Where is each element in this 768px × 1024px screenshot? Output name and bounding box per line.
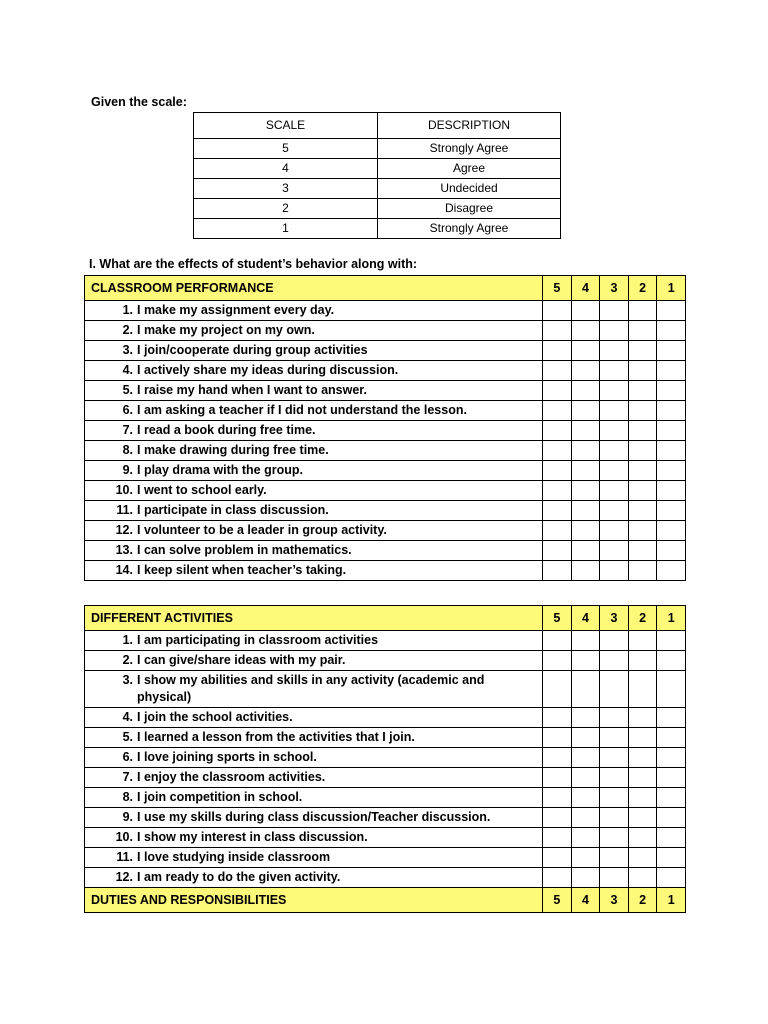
scale-column-header: 4	[571, 276, 600, 301]
survey-item-row	[85, 808, 686, 828]
rating-cell[interactable]	[543, 401, 572, 421]
item-number: 13.	[115, 543, 133, 557]
item-number: 7.	[122, 770, 133, 784]
rating-cell[interactable]	[657, 341, 686, 361]
rating-cell[interactable]	[628, 341, 657, 361]
item-text: I join/cooperate during group activities	[137, 343, 368, 357]
rating-cell[interactable]	[543, 848, 572, 868]
item-text: I join the school activities.	[137, 710, 293, 724]
rating-cell[interactable]	[657, 521, 686, 541]
survey-item-row	[85, 361, 686, 381]
item-number: 1.	[122, 633, 133, 647]
rating-cell[interactable]	[628, 461, 657, 481]
survey-item	[85, 671, 543, 708]
survey-item	[85, 461, 543, 481]
rating-cell[interactable]	[543, 341, 572, 361]
survey-item	[85, 381, 543, 401]
item-number: 6.	[122, 750, 133, 764]
intro-text: Given the scale:	[91, 95, 187, 109]
survey-item-row	[85, 828, 686, 848]
rating-cell[interactable]	[628, 561, 657, 581]
rating-cell[interactable]	[600, 788, 629, 808]
rating-cell[interactable]	[657, 848, 686, 868]
item-text: I join competition in school.	[137, 790, 303, 804]
rating-cell[interactable]	[571, 768, 600, 788]
rating-cell[interactable]	[543, 421, 572, 441]
rating-cell[interactable]	[571, 401, 600, 421]
rating-cell[interactable]	[628, 481, 657, 501]
survey-item	[85, 301, 543, 321]
rating-cell[interactable]	[600, 421, 629, 441]
rating-cell[interactable]	[628, 301, 657, 321]
rating-cell[interactable]	[571, 341, 600, 361]
rating-cell[interactable]	[657, 541, 686, 561]
rating-cell[interactable]	[543, 301, 572, 321]
item-number: 10.	[115, 830, 133, 844]
survey-item	[85, 768, 543, 788]
rating-cell[interactable]	[600, 301, 629, 321]
rating-cell[interactable]	[571, 788, 600, 808]
rating-cell[interactable]	[543, 728, 572, 748]
scale-column-header: 5	[543, 888, 572, 913]
rating-cell[interactable]	[628, 381, 657, 401]
rating-cell[interactable]	[600, 321, 629, 341]
item-text: I keep silent when teacher’s taking.	[137, 563, 347, 577]
section-question: I. What are the effects of student’s behavior along with:	[89, 257, 418, 271]
rating-cell[interactable]	[571, 561, 600, 581]
rating-cell[interactable]	[628, 848, 657, 868]
rating-cell[interactable]	[600, 461, 629, 481]
scale-value: 4	[194, 159, 378, 179]
item-text: I am asking a teacher if I did not understand the lesson.	[137, 403, 467, 417]
survey-item-row	[85, 401, 686, 421]
rating-cell[interactable]	[543, 521, 572, 541]
rating-cell[interactable]	[571, 671, 600, 708]
rating-cell[interactable]	[657, 561, 686, 581]
classroom-performance-table	[84, 275, 686, 581]
rating-cell[interactable]	[628, 361, 657, 381]
rating-cell[interactable]	[543, 541, 572, 561]
rating-cell[interactable]	[600, 401, 629, 421]
rating-cell[interactable]	[600, 341, 629, 361]
rating-cell[interactable]	[657, 768, 686, 788]
rating-cell[interactable]	[657, 401, 686, 421]
rating-cell[interactable]	[600, 808, 629, 828]
survey-item-row	[85, 441, 686, 461]
rating-cell[interactable]	[543, 481, 572, 501]
scale-column-header: 5	[543, 276, 572, 301]
rating-cell[interactable]	[628, 671, 657, 708]
rating-cell[interactable]	[628, 541, 657, 561]
item-number: 3.	[122, 343, 133, 357]
item-number: 8.	[122, 790, 133, 804]
rating-cell[interactable]	[571, 868, 600, 888]
scale-row	[194, 199, 561, 219]
scale-column-header: 2	[628, 888, 657, 913]
different-activities-title: DIFFERENT ACTIVITIES	[85, 606, 543, 631]
rating-cell[interactable]	[543, 828, 572, 848]
survey-item	[85, 501, 543, 521]
rating-cell[interactable]	[571, 301, 600, 321]
survey-item-row	[85, 748, 686, 768]
rating-cell[interactable]	[571, 481, 600, 501]
scale-row	[194, 179, 561, 199]
scale-row	[194, 139, 561, 159]
survey-item	[85, 788, 543, 808]
survey-item-row	[85, 868, 686, 888]
rating-cell[interactable]	[543, 788, 572, 808]
scale-column-header: 4	[571, 606, 600, 631]
rating-cell[interactable]	[628, 501, 657, 521]
rating-cell[interactable]	[600, 728, 629, 748]
rating-cell[interactable]	[571, 631, 600, 651]
classroom-performance-title: CLASSROOM PERFORMANCE	[85, 276, 543, 301]
scale-column-header: 2	[628, 276, 657, 301]
rating-cell[interactable]	[600, 541, 629, 561]
item-text: I make drawing during free time.	[137, 443, 329, 457]
survey-item	[85, 521, 543, 541]
item-text: I can give/share ideas with my pair.	[137, 653, 346, 667]
rating-cell[interactable]	[600, 848, 629, 868]
survey-item-row	[85, 341, 686, 361]
rating-cell[interactable]	[600, 441, 629, 461]
rating-cell[interactable]	[571, 541, 600, 561]
item-number: 4.	[122, 710, 133, 724]
survey-item	[85, 728, 543, 748]
rating-cell[interactable]	[600, 828, 629, 848]
rating-cell[interactable]	[543, 631, 572, 651]
item-number: 12.	[115, 523, 133, 537]
rating-cell[interactable]	[657, 461, 686, 481]
rating-cell[interactable]	[600, 868, 629, 888]
rating-cell[interactable]	[571, 808, 600, 828]
survey-item	[85, 561, 543, 581]
scale-table	[193, 112, 561, 239]
rating-cell[interactable]	[628, 321, 657, 341]
rating-cell[interactable]	[628, 441, 657, 461]
rating-cell[interactable]	[571, 381, 600, 401]
survey-item	[85, 541, 543, 561]
rating-cell[interactable]	[628, 868, 657, 888]
item-text: I am ready to do the given activity.	[137, 870, 341, 884]
rating-cell[interactable]	[571, 461, 600, 481]
item-text: I went to school early.	[137, 483, 267, 497]
scale-description: Disagree	[378, 199, 561, 219]
survey-item	[85, 631, 543, 651]
rating-cell[interactable]	[657, 828, 686, 848]
rating-cell[interactable]	[543, 461, 572, 481]
survey-item-row	[85, 301, 686, 321]
scale-description: Undecided	[378, 179, 561, 199]
scale-value: 5	[194, 139, 378, 159]
survey-item-row	[85, 381, 686, 401]
survey-item-row	[85, 501, 686, 521]
survey-item-row	[85, 541, 686, 561]
item-number: 11.	[116, 850, 133, 864]
rating-cell[interactable]	[571, 441, 600, 461]
scale-column-header: 1	[657, 606, 686, 631]
rating-cell[interactable]	[628, 651, 657, 671]
item-number: 14.	[115, 563, 133, 577]
rating-cell[interactable]	[543, 381, 572, 401]
item-number: 11.	[116, 503, 133, 517]
rating-cell[interactable]	[628, 728, 657, 748]
rating-cell[interactable]	[571, 708, 600, 728]
rating-cell[interactable]	[543, 651, 572, 671]
survey-item	[85, 361, 543, 381]
rating-cell[interactable]	[600, 381, 629, 401]
rating-cell[interactable]	[571, 748, 600, 768]
item-text: I volunteer to be a leader in group activity.	[137, 523, 387, 537]
rating-cell[interactable]	[600, 651, 629, 671]
rating-cell[interactable]	[543, 748, 572, 768]
rating-cell[interactable]	[600, 501, 629, 521]
rating-cell[interactable]	[600, 561, 629, 581]
rating-cell[interactable]	[571, 828, 600, 848]
rating-cell[interactable]	[600, 768, 629, 788]
rating-cell[interactable]	[543, 808, 572, 828]
scale-column-header: 3	[600, 276, 629, 301]
rating-cell[interactable]	[628, 828, 657, 848]
rating-cell[interactable]	[657, 748, 686, 768]
rating-cell[interactable]	[600, 521, 629, 541]
survey-item	[85, 321, 543, 341]
scale-table-header	[194, 113, 561, 139]
survey-item	[85, 808, 543, 828]
scale-row	[194, 159, 561, 179]
item-text: I can solve problem in mathematics.	[137, 543, 352, 557]
survey-item-row	[85, 421, 686, 441]
scale-value: 2	[194, 199, 378, 219]
survey-item-row	[85, 708, 686, 728]
item-text: I play drama with the group.	[137, 463, 303, 477]
different-activities-table	[84, 605, 686, 913]
scale-column-header: 4	[571, 888, 600, 913]
item-text: I love studying inside classroom	[137, 850, 331, 864]
rating-cell[interactable]	[571, 361, 600, 381]
item-text: I show my abilities and skills in any activity (academic and physical)	[137, 673, 485, 704]
survey-item-row	[85, 481, 686, 501]
rating-cell[interactable]	[628, 748, 657, 768]
rating-cell[interactable]	[571, 848, 600, 868]
rating-cell[interactable]	[628, 521, 657, 541]
survey-item-row	[85, 728, 686, 748]
duties-responsibilities-title: DUTIES AND RESPONSIBILITIES	[85, 888, 543, 913]
different-activities-header-row	[85, 606, 686, 631]
item-text: I raise my hand when I want to answer.	[137, 383, 367, 397]
item-number: 9.	[122, 810, 133, 824]
survey-item	[85, 748, 543, 768]
item-text: I make my assignment every day.	[137, 303, 335, 317]
survey-item	[85, 341, 543, 361]
survey-item-row	[85, 768, 686, 788]
scale-column-header: 2	[628, 606, 657, 631]
survey-item-row	[85, 671, 686, 708]
rating-cell[interactable]	[628, 421, 657, 441]
item-text: I learned a lesson from the activities that I join.	[137, 730, 415, 744]
item-number: 1.	[122, 303, 133, 317]
rating-cell[interactable]	[657, 868, 686, 888]
survey-item-row	[85, 561, 686, 581]
rating-cell[interactable]	[571, 421, 600, 441]
survey-item-row	[85, 521, 686, 541]
rating-cell[interactable]	[628, 631, 657, 651]
scale-description: Agree	[378, 159, 561, 179]
survey-item	[85, 421, 543, 441]
survey-item	[85, 651, 543, 671]
rating-cell[interactable]	[571, 651, 600, 671]
rating-cell[interactable]	[600, 708, 629, 728]
survey-item	[85, 401, 543, 421]
scale-header: SCALE	[194, 113, 378, 139]
rating-cell[interactable]	[600, 671, 629, 708]
survey-item	[85, 481, 543, 501]
item-number: 8.	[122, 443, 133, 457]
rating-cell[interactable]	[571, 521, 600, 541]
rating-cell[interactable]	[571, 728, 600, 748]
rating-cell[interactable]	[657, 361, 686, 381]
rating-cell[interactable]	[543, 768, 572, 788]
item-text: I participate in class discussion.	[137, 503, 329, 517]
survey-item	[85, 828, 543, 848]
rating-cell[interactable]	[657, 441, 686, 461]
survey-item-row	[85, 631, 686, 651]
rating-cell[interactable]	[657, 421, 686, 441]
item-number: 3.	[122, 673, 133, 687]
survey-item-row	[85, 788, 686, 808]
rating-cell[interactable]	[657, 808, 686, 828]
rating-cell[interactable]	[543, 501, 572, 521]
rating-cell[interactable]	[657, 728, 686, 748]
rating-cell[interactable]	[657, 788, 686, 808]
rating-cell[interactable]	[628, 768, 657, 788]
item-number: 2.	[122, 323, 133, 337]
rating-cell[interactable]	[600, 361, 629, 381]
scale-column-header: 1	[657, 888, 686, 913]
duties-responsibilities-header-row	[85, 888, 686, 913]
scale-column-header: 3	[600, 888, 629, 913]
item-text: I love joining sports in school.	[137, 750, 317, 764]
rating-cell[interactable]	[600, 748, 629, 768]
item-text: I enjoy the classroom activities.	[137, 770, 326, 784]
rating-cell[interactable]	[628, 708, 657, 728]
rating-cell[interactable]	[543, 441, 572, 461]
rating-cell[interactable]	[543, 361, 572, 381]
rating-cell[interactable]	[657, 651, 686, 671]
survey-item-row	[85, 848, 686, 868]
scale-description: Strongly Agree	[378, 139, 561, 159]
rating-cell[interactable]	[600, 631, 629, 651]
item-text: I read a book during free time.	[137, 423, 316, 437]
scale-row	[194, 219, 561, 239]
classroom-performance-header-row	[85, 276, 686, 301]
scale-column-header: 1	[657, 276, 686, 301]
item-number: 9.	[122, 463, 133, 477]
item-text: I show my interest in class discussion.	[137, 830, 368, 844]
item-number: 7.	[122, 423, 133, 437]
rating-cell[interactable]	[657, 501, 686, 521]
item-number: 5.	[122, 730, 133, 744]
item-number: 10.	[115, 483, 133, 497]
item-number: 4.	[122, 363, 133, 377]
item-text: I actively share my ideas during discussion.	[137, 363, 399, 377]
item-text: I make my project on my own.	[137, 323, 315, 337]
survey-item	[85, 708, 543, 728]
item-text: I use my skills during class discussion/Teacher discussion.	[137, 810, 491, 824]
rating-cell[interactable]	[628, 401, 657, 421]
rating-cell[interactable]	[543, 561, 572, 581]
survey-item-row	[85, 461, 686, 481]
description-header: DESCRIPTION	[378, 113, 561, 139]
rating-cell[interactable]	[571, 321, 600, 341]
item-text: I am participating in classroom activities	[137, 633, 379, 647]
rating-cell[interactable]	[628, 788, 657, 808]
rating-cell[interactable]	[571, 501, 600, 521]
scale-column-header: 3	[600, 606, 629, 631]
item-number: 6.	[122, 403, 133, 417]
scale-description: Strongly Agree	[378, 219, 561, 239]
rating-cell[interactable]	[657, 708, 686, 728]
survey-item	[85, 441, 543, 461]
rating-cell[interactable]	[657, 481, 686, 501]
scale-column-header: 5	[543, 606, 572, 631]
survey-item-row	[85, 321, 686, 341]
item-number: 2.	[122, 653, 133, 667]
survey-item-row	[85, 651, 686, 671]
survey-item	[85, 868, 543, 888]
rating-cell[interactable]	[657, 321, 686, 341]
rating-cell[interactable]	[657, 381, 686, 401]
rating-cell[interactable]	[543, 321, 572, 341]
scale-value: 3	[194, 179, 378, 199]
rating-cell[interactable]	[543, 708, 572, 728]
rating-cell[interactable]	[628, 808, 657, 828]
item-number: 12.	[115, 870, 133, 884]
survey-item	[85, 848, 543, 868]
scale-value: 1	[194, 219, 378, 239]
rating-cell[interactable]	[657, 671, 686, 708]
rating-cell[interactable]	[657, 631, 686, 651]
rating-cell[interactable]	[543, 671, 572, 708]
rating-cell[interactable]	[543, 868, 572, 888]
item-number: 5.	[122, 383, 133, 397]
rating-cell[interactable]	[657, 301, 686, 321]
rating-cell[interactable]	[600, 481, 629, 501]
